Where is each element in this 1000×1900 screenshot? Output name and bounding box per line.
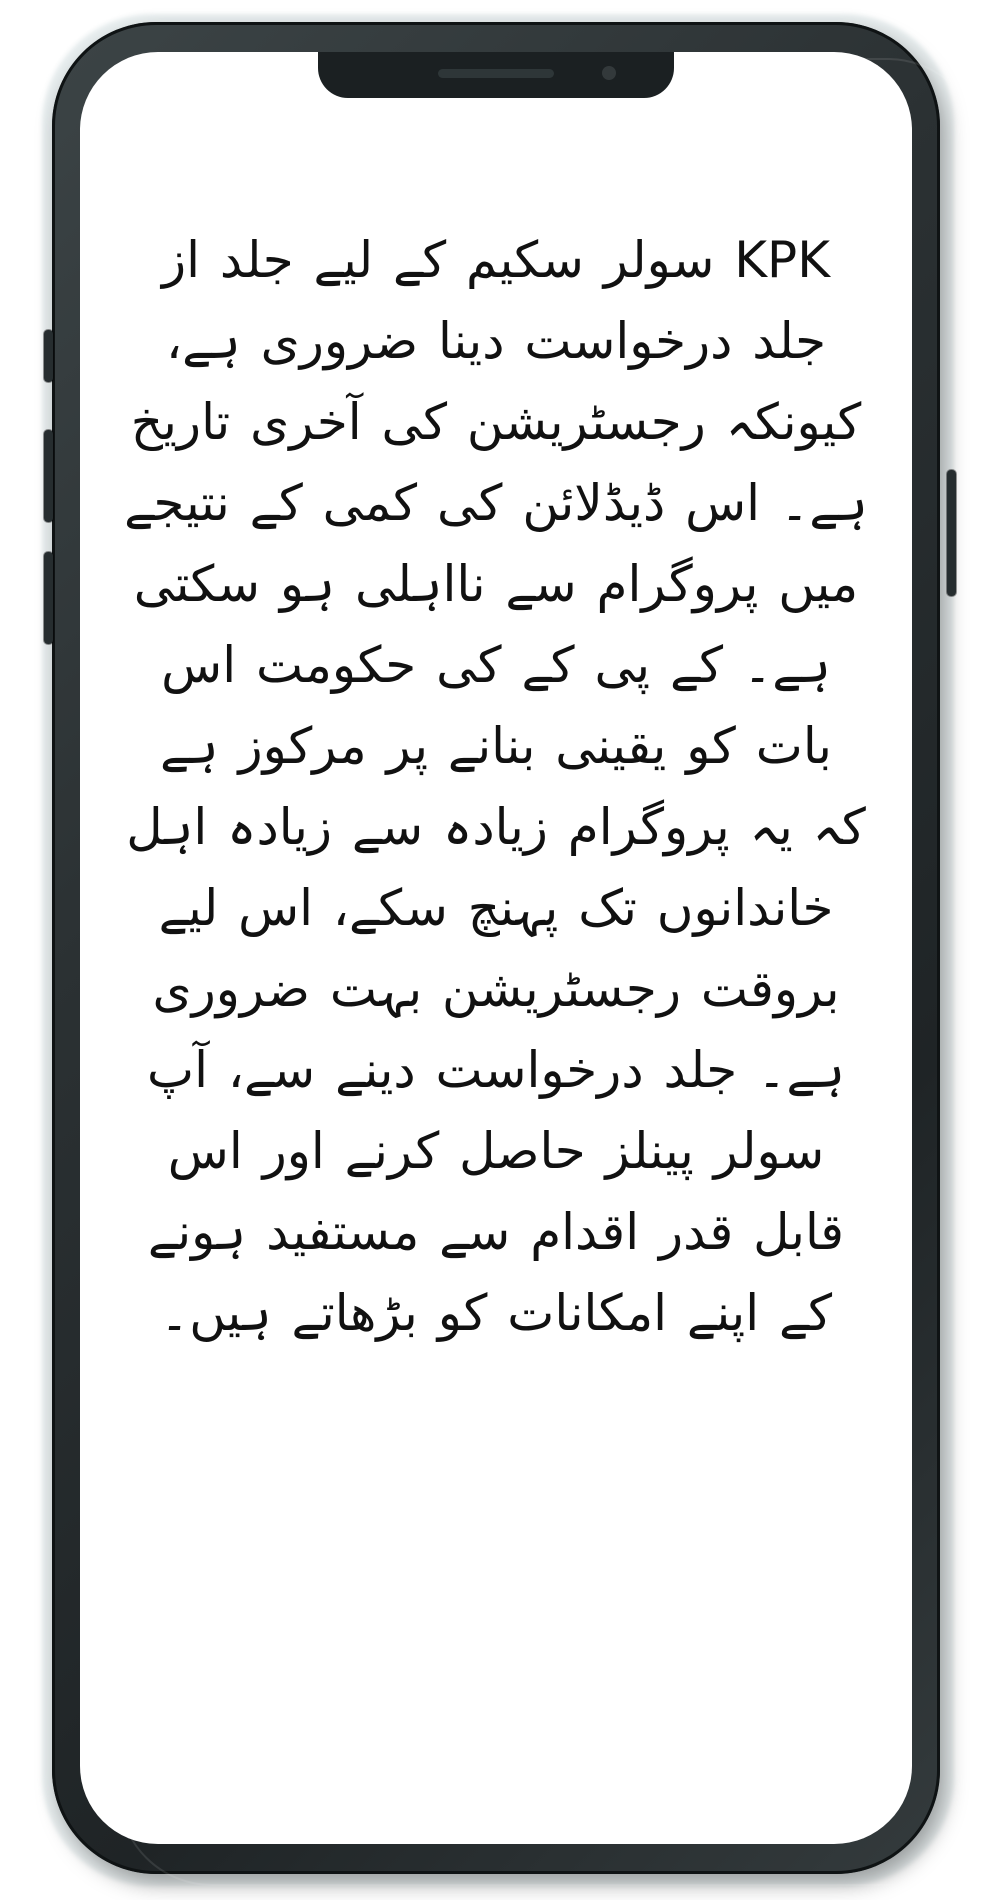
- volume-down-button[interactable]: [44, 552, 53, 644]
- urdu-article-text: KPK سولر سکیم کے لیے جلد از جلد درخواست دینا ضروری ہے، کیونکہ رجسٹریشن کی آخری تاریخ ہے۔ اس ڈیڈلائن کی کمی کے نتیجے میں پروگرام سے نااہلی ہو سکتی ہے۔ کے پی کے کی حکومت اس بات کو یقینی بنانے پر مرکوز ہے کہ یہ پروگرام زیادہ سے زیادہ اہل خاندانوں تک پہنچ سکے، اس لیے بروقت رجسٹریشن بہت ضروری ہے۔ جلد درخواست دینے سے، آپ سولر پینلز حاصل کرنے اور اس قابل قدر اقدام سے مستفید ہونے کے اپنے امکانات کو بڑھاتے ہیں۔: [124, 231, 868, 1342]
- display-notch: [318, 52, 674, 98]
- article-body: [80, 112, 912, 1832]
- power-button[interactable]: [947, 470, 956, 596]
- speaker-icon: [438, 69, 554, 78]
- mute-switch[interactable]: [44, 330, 53, 382]
- front-camera-icon: [602, 66, 616, 80]
- volume-up-button[interactable]: [44, 430, 53, 522]
- phone-screen: [80, 52, 912, 1844]
